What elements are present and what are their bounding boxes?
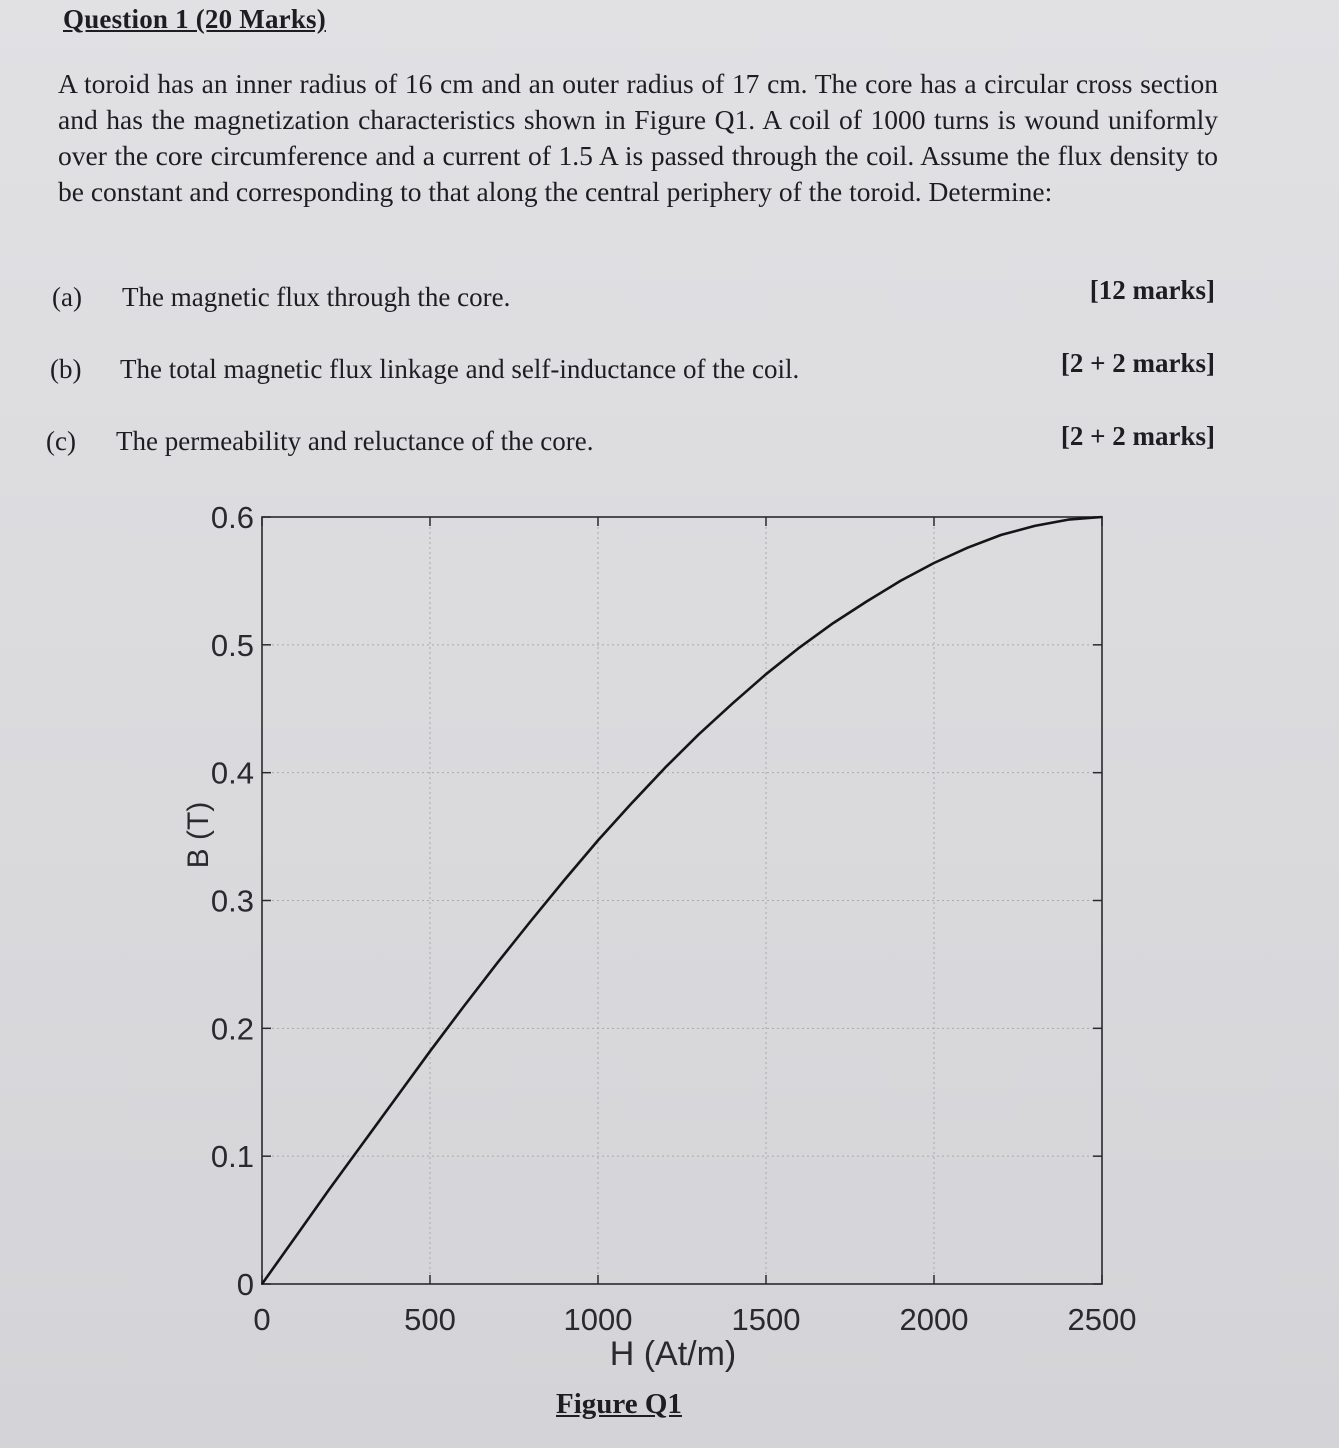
x-tick-label: 500 — [404, 1302, 456, 1337]
bh-curve-point — [328, 1189, 330, 1191]
part-b-marks: [2 + 2 marks] — [1060, 348, 1215, 378]
bh-curve-point — [463, 1006, 465, 1008]
bh-curve-point — [429, 1050, 431, 1052]
bh-curve-point — [564, 879, 566, 881]
bh-curve-point — [799, 646, 801, 648]
bh-curve-point — [900, 580, 902, 582]
bh-curve-point — [933, 562, 935, 564]
y-tick-label: 0.1 — [210, 1139, 254, 1175]
bh-curve-point — [1101, 516, 1103, 518]
part-b-text: The total magnetic flux linkage and self-inductance of the coil. — [120, 354, 800, 384]
part-c-label: (c) — [46, 426, 76, 456]
x-axis-label: H (At/m) — [609, 1335, 737, 1373]
y-tick-label: 0.6 — [210, 500, 254, 535]
bh-curve-point — [261, 1283, 263, 1285]
bh-curve-point — [832, 622, 834, 624]
y-tick-label: 0.5 — [210, 627, 254, 663]
part-c-marks: [2 + 2 marks] — [1060, 421, 1215, 451]
part-a-text: The magnetic flux through the core. — [122, 282, 511, 312]
bh-curve-point — [765, 673, 767, 675]
x-tick-label: 2500 — [1067, 1302, 1137, 1337]
x-tick-label: 2000 — [899, 1302, 969, 1337]
question-intro: A toroid has an inner radius of 16 cm and an outer radius of 17 cm. The core has a circular cross section and has the magnetization characteristics shown in Figure Q1. A coil of 1000 turns is wound uniformly over the core circumference and a current of 1.5 A is passed through the coil. Assume the flux density to be constant and corresponding to that along the central periphery of the toroid. Determine: — [58, 68, 1218, 207]
y-tick-label: 0.3 — [210, 883, 254, 919]
bh-curve-point — [631, 802, 633, 804]
x-tick-label: 1000 — [563, 1302, 633, 1337]
bh-curve-point — [732, 703, 734, 705]
part-b-label: (b) — [50, 354, 82, 384]
y-tick-label: 0 — [236, 1267, 254, 1302]
bh-curve-point — [396, 1096, 398, 1098]
bh-curve-point — [1034, 525, 1036, 527]
x-tick-label: 0 — [253, 1302, 271, 1337]
y-tick-label: 0.2 — [210, 1011, 254, 1047]
bh-curve-point — [1000, 534, 1002, 536]
bh-curve-point — [496, 962, 498, 964]
part-a-marks: [12 marks] — [1089, 275, 1215, 305]
bh-curve-point — [1068, 519, 1070, 521]
part-c-text: The permeability and reluctance of the core. — [116, 426, 594, 456]
bh-curve-point — [530, 920, 532, 922]
grid-layer — [262, 517, 1102, 1284]
y-axis-label: B (T) — [182, 801, 215, 869]
tick-layer — [211, 500, 1137, 1337]
bh-curve-point — [362, 1142, 364, 1144]
x-tick-label: 1500 — [731, 1302, 801, 1337]
bh-curve-point — [295, 1236, 297, 1238]
question-title: Question 1 (20 Marks) — [63, 4, 326, 34]
y-tick-label: 0.4 — [210, 755, 254, 791]
part-a-label: (a) — [52, 282, 82, 312]
figure-caption: Figure Q1 — [556, 1388, 682, 1420]
bh-curve-point — [698, 733, 700, 735]
bh-curve-point — [664, 767, 666, 769]
bh-curve-point — [597, 840, 599, 842]
bh-curve-point — [967, 547, 969, 549]
bh-curve-point — [866, 600, 868, 602]
